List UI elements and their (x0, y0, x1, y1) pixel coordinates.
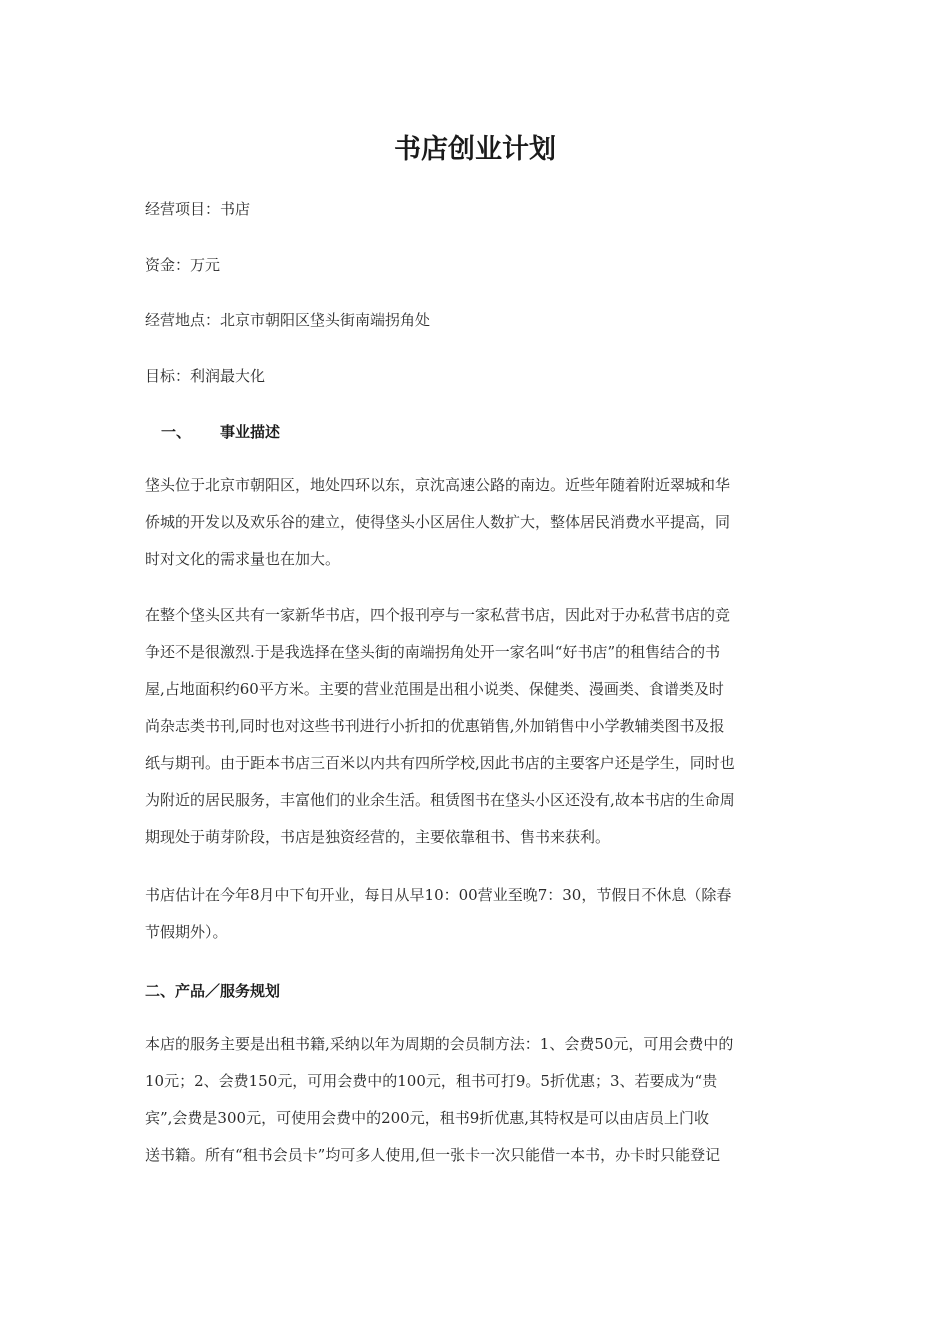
paragraph-line: 书店估计在今年8月中下旬开业，每日从早10：00营业至晚7：30，节假日不休息（除春 (145, 886, 732, 904)
section-heading-business-description (145, 420, 280, 444)
meta-capital: 资金：万元 (145, 256, 221, 274)
meta-location: 经营地点：北京市朝阳区垡头街南端拐角处 (145, 311, 431, 329)
paragraph-competition-and-scope (145, 597, 807, 856)
paragraph-line: 期现处于萌芽阶段，书店是独资经营的，主要依靠租书、售书来获利。 (145, 828, 611, 846)
paragraph-membership-plan (145, 1026, 807, 1174)
paragraph-line: 宾”,会费是300元，可使用会费中的200元，租书9折优惠,其特权是可以由店员上门收 (145, 1109, 710, 1127)
section-number: 一、 (161, 423, 192, 441)
paragraph-line: 垡头位于北京市朝阳区，地处四环以东，京沈高速公路的南边。近些年随着附近翠城和华 (145, 476, 731, 494)
section-heading-product-service: 二、产品／服务规划 (145, 982, 281, 1000)
meta-business-item: 经营项目：书店 (145, 200, 251, 218)
paragraph-line: 节假期外）。 (145, 923, 228, 941)
paragraph-opening-hours (145, 877, 807, 951)
paragraph-line: 送书籍。所有“租书会员卡”均可多人使用,但一张卡一次只能借一本书，办卡时只能登记 (145, 1146, 721, 1164)
paragraph-line: 屋,占地面积约60平方米。主要的营业范围是出租小说类、保健类、漫画类、食谱类及时 (145, 680, 724, 698)
paragraph-line: 纸与期刊。由于距本书店三百米以内共有四所学校,因此书店的主要客户还是学生，同时也 (145, 754, 735, 772)
section-title: 事业描述 (220, 423, 281, 441)
paragraph-line: 尚杂志类书刊,同时也对这些书刊进行小折扣的优惠销售,外加销售中小学教辅类图书及报 (145, 717, 725, 735)
meta-goal: 目标：利润最大化 (145, 367, 266, 385)
paragraph-line: 争还不是很激烈.于是我选择在垡头街的南端拐角处开一家名叫“好书店”的租售结合的书 (145, 643, 721, 661)
paragraph-line: 为附近的居民服务，丰富他们的业余生活。租赁图书在垡头小区还没有,故本书店的生命周 (145, 791, 735, 809)
paragraph-line: 侨城的开发以及欢乐谷的建立，使得垡头小区居住人数扩大，整体居民消费水平提高，同 (145, 513, 731, 531)
paragraph-line: 本店的服务主要是出租书籍,采纳以年为周期的会员制方法：1、会费50元，可用会费中的 (145, 1035, 734, 1053)
paragraph-line: 在整个垡头区共有一家新华书店，四个报刊亭与一家私营书店，因此对于办私营书店的竞 (145, 606, 731, 624)
document-title: 书店创业计划 (394, 134, 556, 165)
paragraph-location-description (145, 467, 807, 578)
paragraph-line: 时对文化的需求量也在加大。 (145, 550, 341, 568)
paragraph-line: 10元；2、会费150元，可用会费中的100元，租书可打9。5折优惠；3、若要成为“贵 (145, 1072, 718, 1090)
